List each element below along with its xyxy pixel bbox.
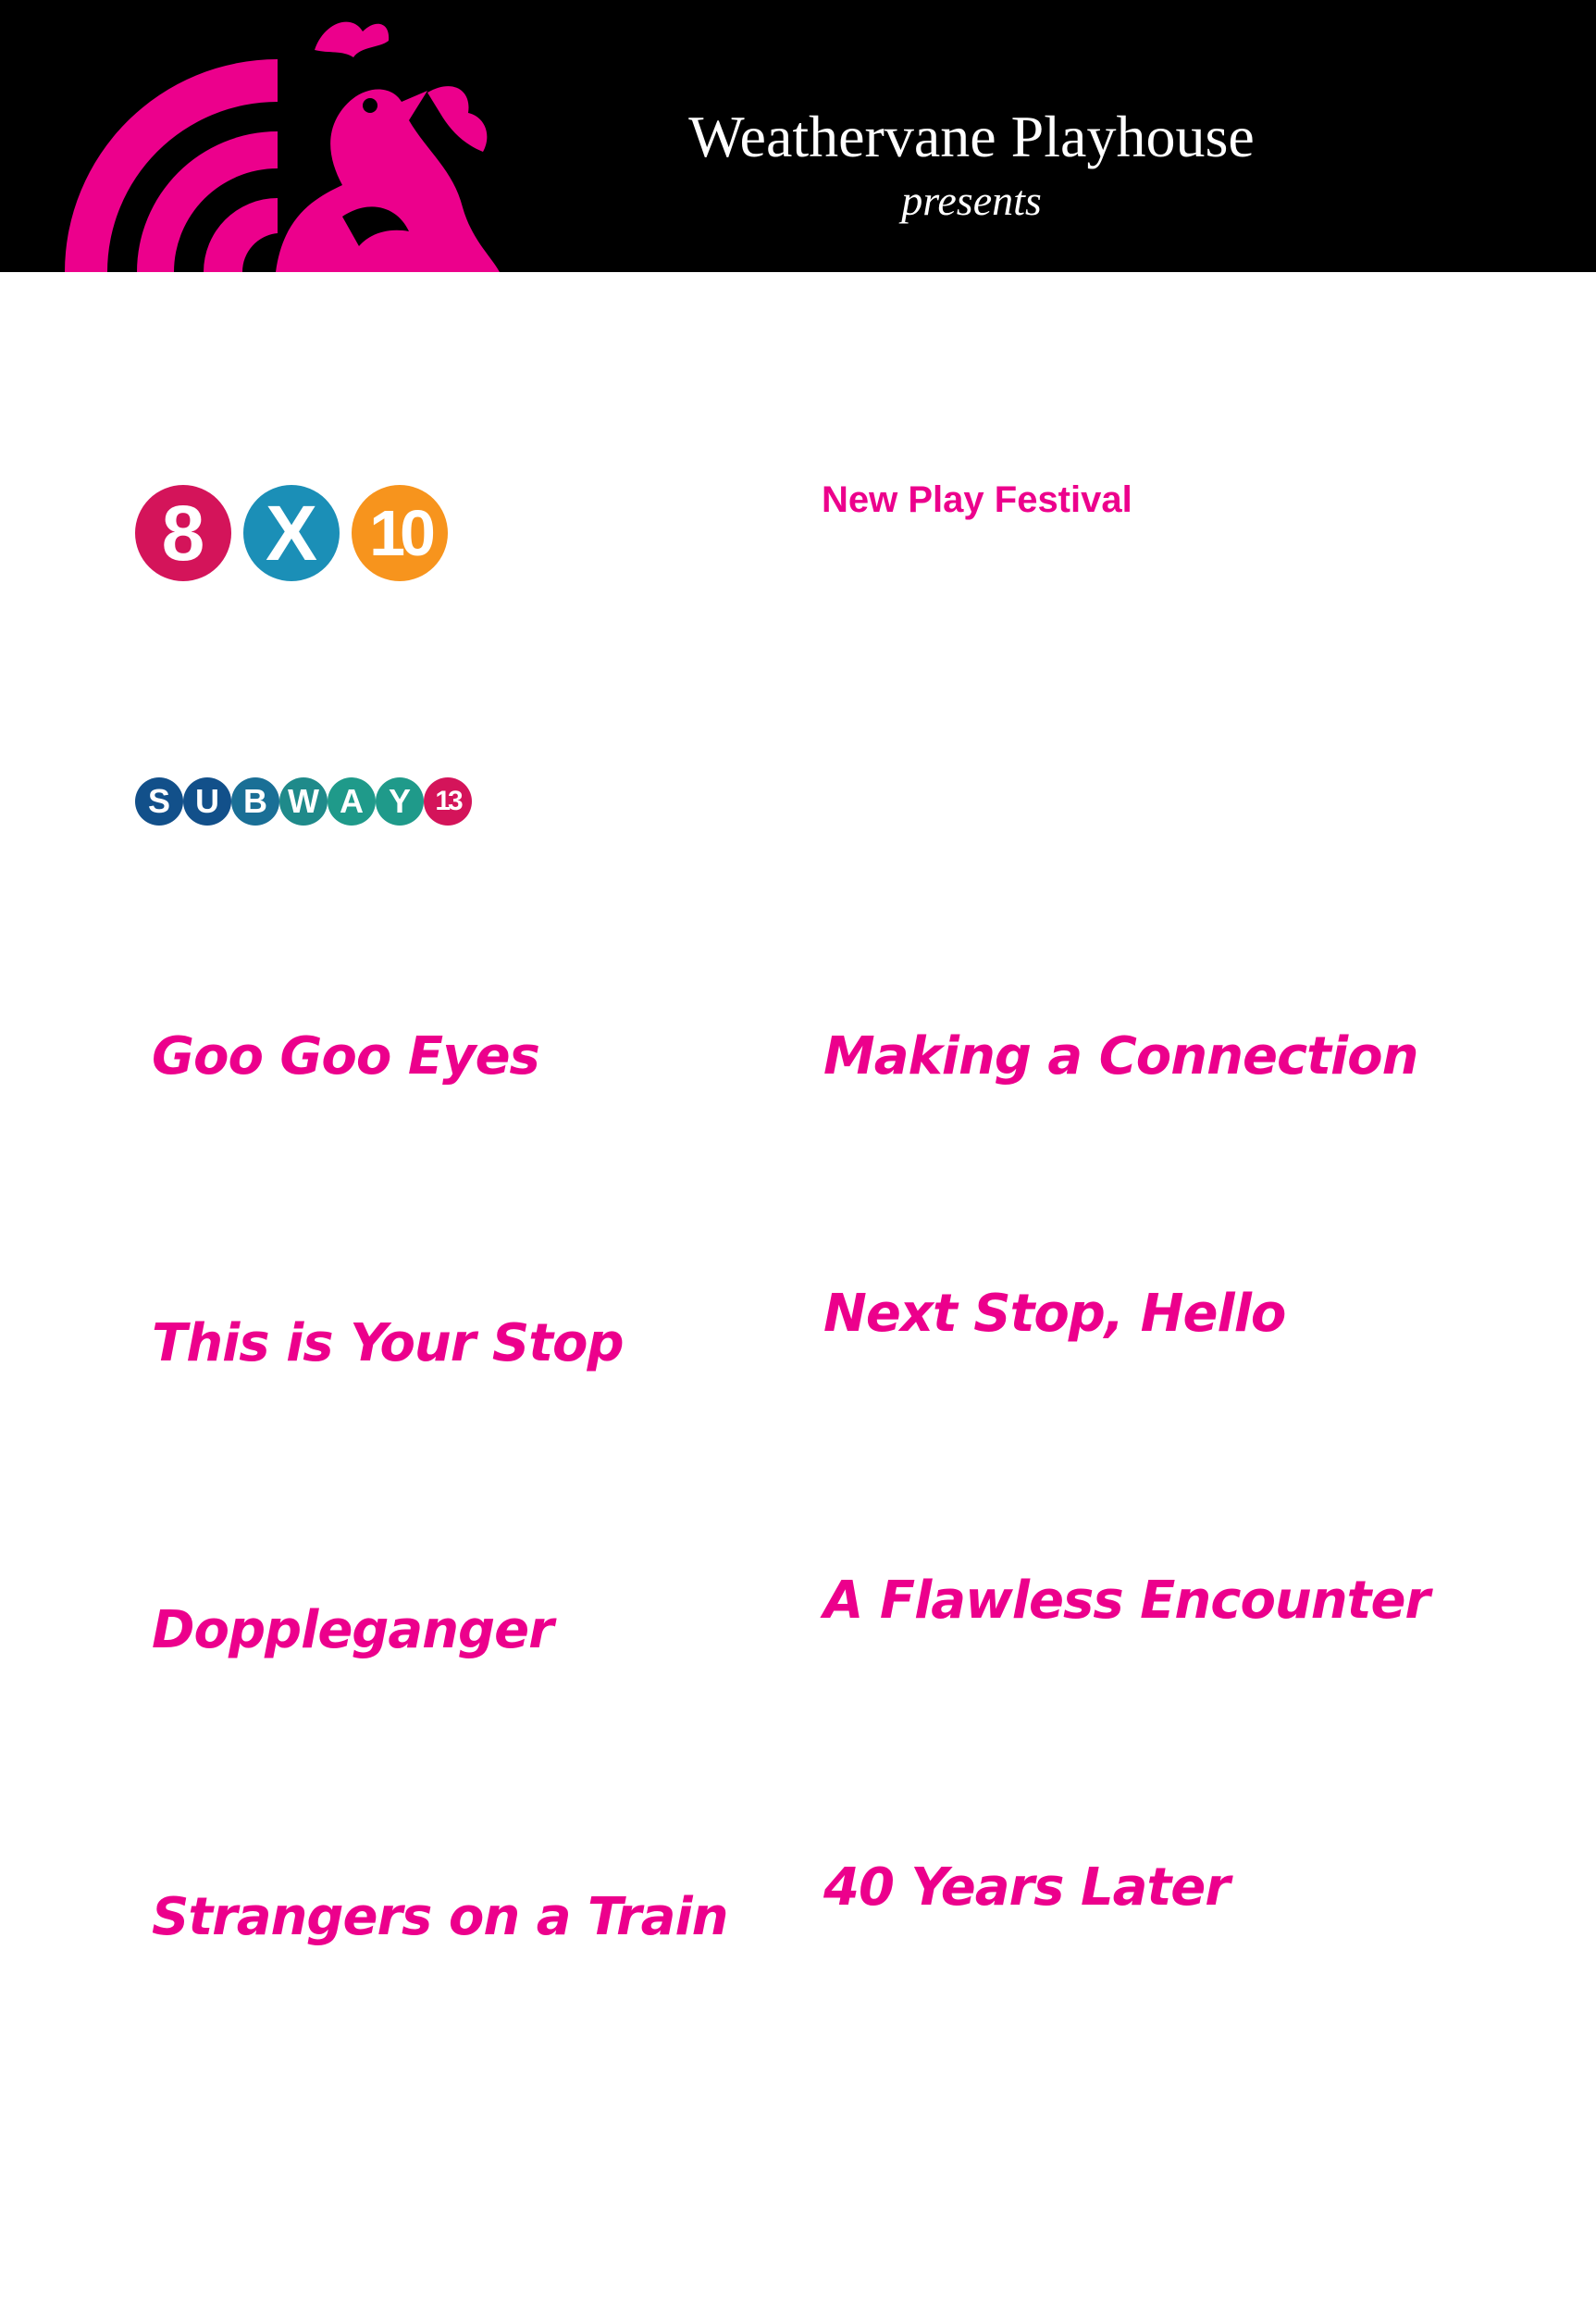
header-banner [0,0,1596,272]
logo-disc-8: 8 [135,485,231,581]
rooster-icon [65,13,509,272]
play-title: Making a Connection [823,1026,1418,1087]
subway-disc-13: 13 [424,777,472,826]
subway-disc-b: B [231,777,279,826]
festival-8x10-logo [135,485,450,583]
festival-label: New Play Festival [822,479,1132,520]
play-title: Next Stop, Hello [823,1284,1286,1344]
subway-disc-w: W [279,777,328,826]
presents-text: presents [901,177,1042,224]
play-title: Doppleganger [152,1600,553,1660]
subway-13-logo [135,777,487,827]
play-title: 40 Years Later [823,1857,1230,1918]
subway-disc-y: Y [376,777,424,826]
subway-disc-u: U [183,777,231,826]
play-title: Goo Goo Eyes [152,1026,539,1087]
logo-disc-x: X [243,485,340,581]
subway-disc-s: S [135,777,183,826]
logo-disc-10: 10 [352,485,448,581]
subway-disc-a: A [328,777,376,826]
play-title: A Flawless Encounter [823,1571,1430,1631]
org-name: Weathervane Playhouse [688,104,1255,169]
play-title: This is Your Stop [152,1313,624,1373]
play-title: Strangers on a Train [152,1887,728,1947]
